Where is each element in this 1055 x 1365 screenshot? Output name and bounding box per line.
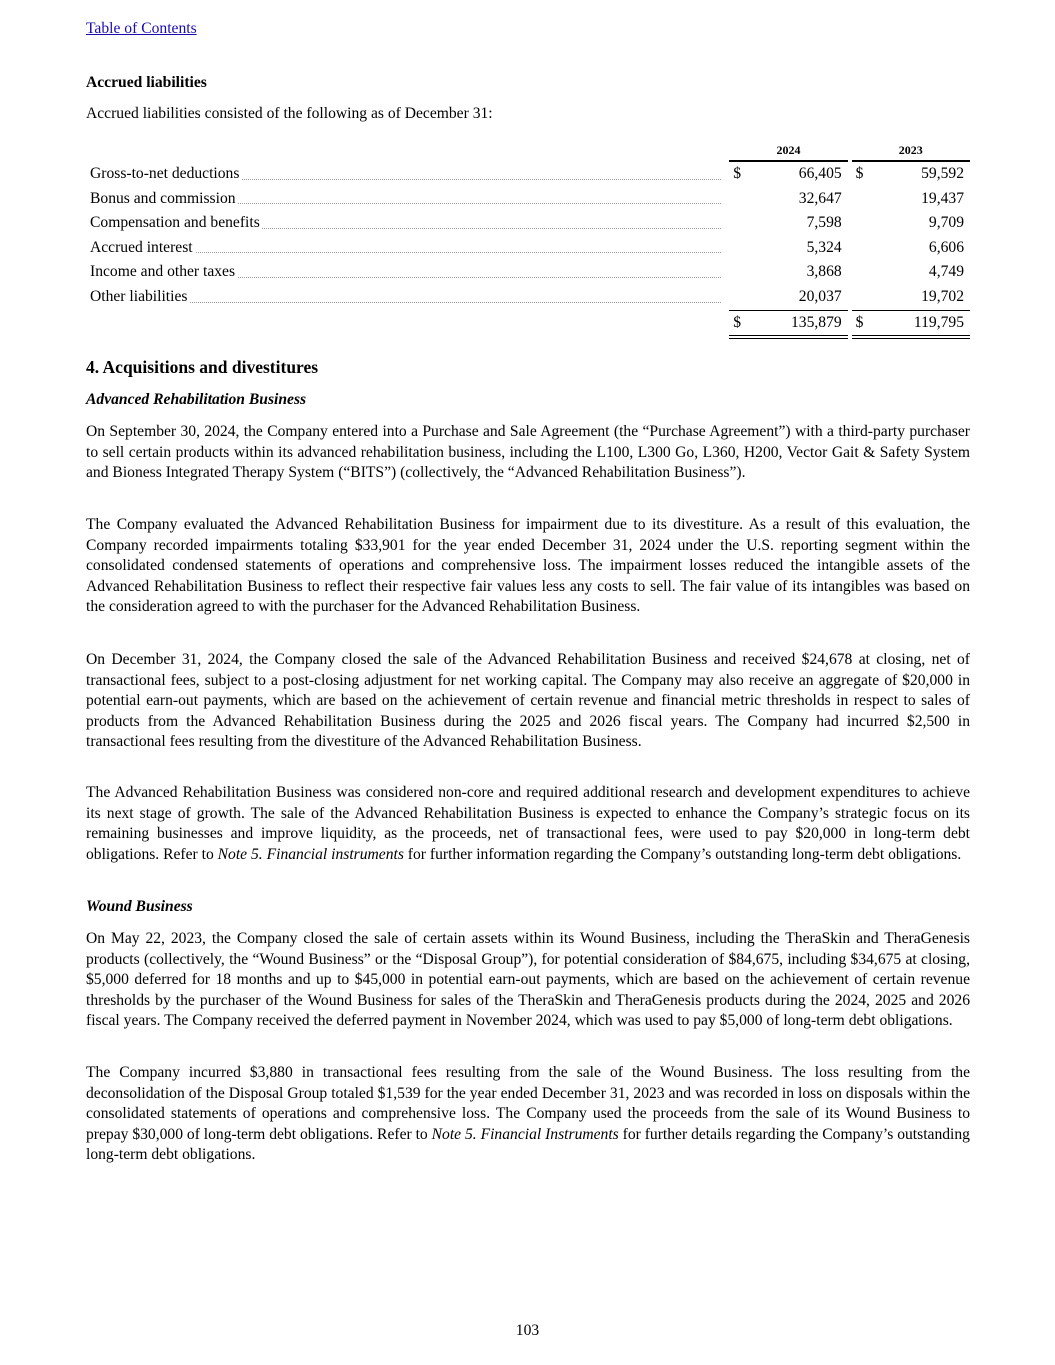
value-2023: 19,437 xyxy=(921,189,964,207)
table-of-contents-link[interactable]: Table of Contents xyxy=(86,20,197,37)
table-row xyxy=(86,236,970,261)
row-label: Compensation and benefits xyxy=(90,214,260,232)
currency-symbol: $ xyxy=(852,310,874,337)
currency-symbol: $ xyxy=(729,310,751,337)
section-title: 4. Acquisitions and divestitures xyxy=(86,357,319,377)
table-row xyxy=(86,211,970,236)
value-2024: 7,598 xyxy=(806,214,842,232)
adv-rehab-paragraph-3: On December 31, 2024, the Company closed the sale of the Advanced Rehabilitation Business and received $24,678 at closing, net of transactional fees, subject to a post-closing adjustment for net working capital. The Company may also receive an aggregate of $20,000 in potential earn-out payments, which are based on the achievement of certain revenue and financial metric thresholds in respect to sales of products from the Advanced Rehabilitation Business during the 2025 and 2026 fiscal years. The Company had incurred $2,500 in transactional fees resulting from the divestiture of the Advanced Rehabilitation Business. xyxy=(86,651,970,751)
value-2023: 59,592 xyxy=(921,165,964,182)
value-2024: 66,405 xyxy=(798,165,842,182)
adv-rehab-heading: Advanced Rehabilitation Business xyxy=(86,391,307,408)
note-reference: Note 5. Financial instruments xyxy=(217,845,404,863)
value-2023: 9,709 xyxy=(928,214,964,232)
adv-rehab-paragraph-1: On September 30, 2024, the Company entered into a Purchase and Sale Agreement (the “Purchase Agreement”) with a third-party purchaser to sell certain products within its advanced rehabilitation business, including the L100, L300 Go, L360, H200, Vector Gait & Safety System and Bioness Integrated Therapy System (“BITS”) (collectively, the “Advanced Rehabilitation Business”). xyxy=(86,423,970,482)
value-2024: 3,868 xyxy=(806,263,842,281)
table-total-row xyxy=(86,310,970,337)
accrued-liabilities-intro: Accrued liabilities consisted of the following as of December 31: xyxy=(86,105,493,122)
row-label: Accrued interest xyxy=(90,238,193,256)
wound-paragraph-2: The Company incurred $3,880 in transactional fees resulting from the sale of the Wound Business. The loss resulting from the deconsolidation of the Disposal Group totaled $1,539 for the year ended December 31, 2023 and was recorded in loss on disposals within the consolidated statements of operations and comprehensive loss. The Company used the proceeds from the sale of its Wound Business to prepay $30,000 of long-term debt obligations. Refer to Note 5. Financial Instruments for further details regarding the Company’s outstanding long-term debt obligations. xyxy=(86,1064,970,1164)
adv-rehab-paragraph-2: The Company evaluated the Advanced Rehabilitation Business for impairment due to its divestiture. As a result of this evaluation, the Company recorded impairments totaling $33,901 for the year ended December 31, 2024 under the U.S. reporting segment within the consolidated condensed statements of operations and comprehensive loss. The impairment losses reduced the intangible assets of the Advanced Rehabilitation Business to reflect their respective fair values less any costs to sell. The fair value of its intangibles was based on the consideration agreed to with the purchaser for the Advanced Rehabilitation Business. xyxy=(86,516,970,616)
total-2024: 135,879 xyxy=(751,310,848,337)
value-2024: 32,647 xyxy=(798,189,842,207)
row-label: Income and other taxes xyxy=(90,263,236,281)
table-row xyxy=(86,161,970,187)
adv-rehab-paragraph-4: The Advanced Rehabilitation Business was considered non-core and required additional research and development expenditures to achieve its next stage of growth. The sale of the Advanced Rehabilitation Business is expected to enhance the Company’s strategic focus on its remaining businesses and improve liquidity, as the proceeds, net of transactional fees, were used to pay $20,000 in long-term debt obligations. Refer to Note 5. Financial instruments for further information regarding the Company’s outstanding long-term debt obligations. xyxy=(86,784,970,863)
currency-symbol: $ xyxy=(855,165,864,182)
note-reference: Note 5. Financial Instruments xyxy=(431,1125,619,1143)
value-2023: 6,606 xyxy=(928,238,964,256)
row-label: Bonus and commission xyxy=(90,189,236,207)
table-row xyxy=(86,187,970,212)
table-row xyxy=(86,260,970,285)
column-header-2023: 2023 xyxy=(852,140,970,161)
page-number: 103 xyxy=(515,1322,540,1339)
row-label: Other liabilities xyxy=(90,288,188,306)
total-2023: 119,795 xyxy=(873,310,970,337)
accrued-liabilities-table xyxy=(86,140,970,339)
wound-paragraph-1: On May 22, 2023, the Company closed the sale of certain assets within its Wound Business, including the TheraSkin and TheraGenesis products (collectively, the “Wound Business” or the “Disposal Group”), for potential consideration of $84,675, including $34,675 at closing, $5,000 deferred for 18 months and up to $45,000 in potential earn-out payments, which are based on the achievement of certain revenue thresholds by the purchaser of the Wound Business for sales of the TheraSkin and TheraGenesis products during the 2024, 2025 and 2026 fiscal years. The Company received the deferred payment in November 2024, which was used to pay $5,000 of long-term debt obligations. xyxy=(86,930,970,1030)
value-2024: 5,324 xyxy=(806,238,842,256)
wound-business-heading: Wound Business xyxy=(86,898,193,915)
accrued-liabilities-heading: Accrued liabilities xyxy=(86,74,207,91)
table-row xyxy=(86,285,970,310)
value-2024: 20,037 xyxy=(751,285,848,310)
row-label: Gross-to-net deductions xyxy=(90,164,240,182)
currency-symbol: $ xyxy=(733,165,742,182)
value-2023: 4,749 xyxy=(928,263,964,281)
table-header-row xyxy=(86,140,970,161)
value-2023: 19,702 xyxy=(873,285,970,310)
column-header-2024: 2024 xyxy=(729,140,847,161)
